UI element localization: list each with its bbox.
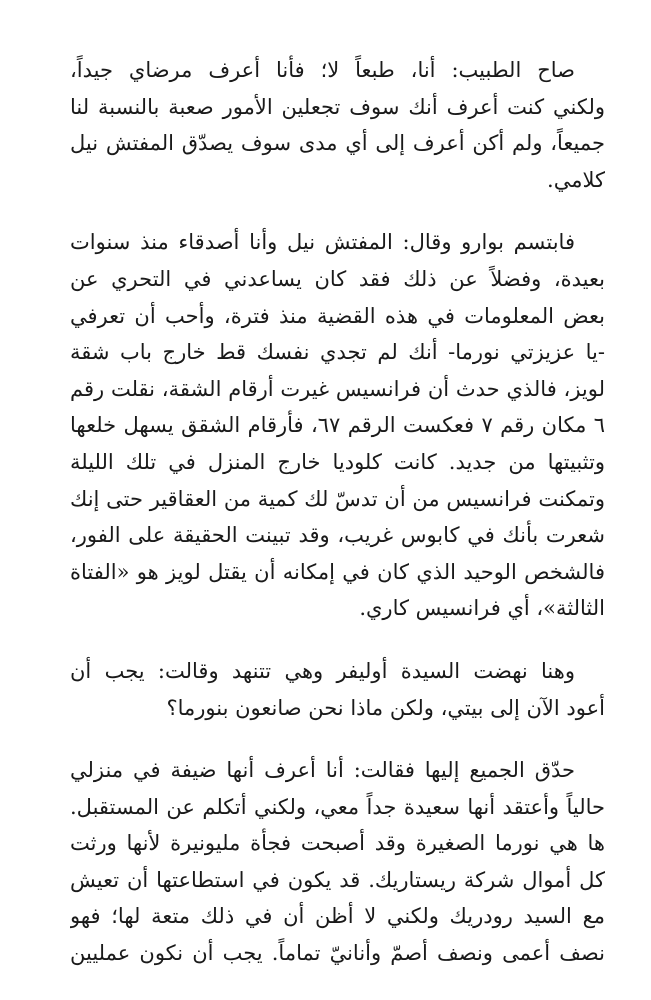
- paragraph-oliver-future: [70, 752, 605, 972]
- text-line: وتثبيتها من جديد. كانت كلوديا خارج المنزل في تلك الليلة: [70, 449, 605, 474]
- text-line: فابتسم بوارو وقال: المفتش نيل وأنا أصدقاء منذ سنوات: [70, 230, 575, 255]
- text-line: -يا عزيزتي نورما- أنك لم تجدي نفسك قط خارج باب شقة: [70, 340, 605, 365]
- text-line: جميعاً، ولم أكن أعرف إلى أي مدى سوف يصدّق المفتش نيل: [70, 131, 605, 156]
- paragraph-poirot-explanation: [70, 224, 605, 627]
- text-line: ٦ مكان رقم ٧ فعكست الرقم ٦٧، فأرقام الشقق يسهل خلعها: [70, 413, 605, 438]
- text-line: صاح الطبيب: أنا، طبعاً لا؛ فأنا أعرف مرضاي جيداً،: [70, 58, 575, 82]
- text-line: حالياً وأعتقد أنها سعيدة جداً معي، ولكني أتكلم عن المستقبل.: [70, 794, 605, 819]
- text-line: نصف أعمى ونصف أصمّ وأنانيّ تماماً. يجب أن نكون عمليين: [70, 941, 605, 966]
- text-line: ها هي نورما الصغيرة وقد أصبحت فجأة مليونيرة لأنها ورثت: [70, 831, 605, 856]
- text-line: الثالثة»، أي فرانسيس كاري.: [359, 596, 605, 621]
- text-line: كل أموال شركة ريستاريك. قد يكون في استطاعتها أن تعيش: [70, 867, 605, 892]
- text-line: فالشخص الوحيد الذي كان في إمكانه أن يقتل لويز هو «الفتاة: [70, 559, 605, 584]
- book-page: [70, 52, 605, 998]
- text-line: ولكني كنت أعرف أنك سوف تجعلين الأمور صعبة بالنسبة لنا: [70, 94, 605, 119]
- text-line: وتمكنت فرانسيس من أن تدسّ لك كمية من العقاقير حتى إنك: [70, 486, 605, 511]
- text-line: بعيدة، وفضلاً عن ذلك فقد كان يساعدني في التحري عن: [70, 266, 605, 291]
- text-line: لويز، فالذي حدث أن فرانسيس غيرت أرقام الشقة، نقلت رقم: [70, 376, 605, 401]
- text-line: أعود الآن إلى بيتي، ولكن ماذا نحن صانعون بنورما؟: [166, 695, 605, 720]
- text-line: بعض المعلومات في هذه القضية منذ فترة، وأحب أن تعرفي: [70, 303, 605, 328]
- text-line: مع السيد رودريك ولكني لا أظن أن في ذلك متعة لها؛ فهو: [70, 904, 605, 929]
- text-line: شعرت بأنك في كابوس غريب، وقد تبينت الحقيقة على الفور،: [70, 523, 605, 548]
- paragraph-doctor-reply: [70, 52, 605, 198]
- paragraph-oliver-rises: [70, 653, 605, 726]
- text-line: حدّق الجميع إليها فقالت: أنا أعرف أنها ضيفة في منزلي: [70, 758, 575, 783]
- text-line: وهنا نهضت السيدة أوليفر وهي تتنهد وقالت: يجب أن: [70, 658, 575, 683]
- text-line: كلامي.: [547, 167, 605, 192]
